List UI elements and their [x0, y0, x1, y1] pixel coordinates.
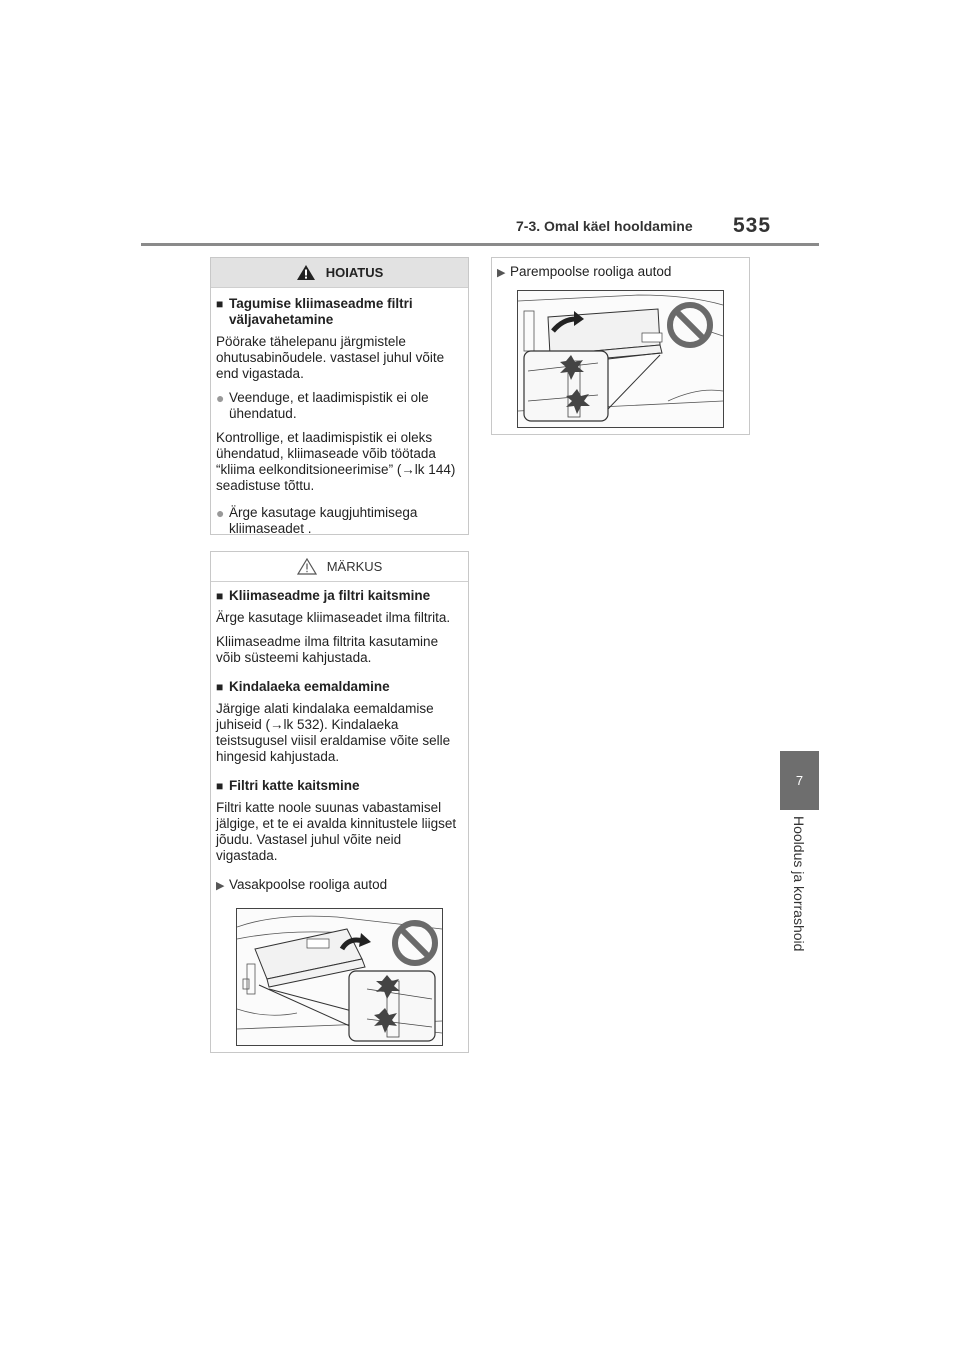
square-bullet-icon: ■ [216, 680, 224, 694]
caution-bullet-1 [216, 390, 458, 422]
notice-section-2-title-text: Kindalaeka eemaldamine [229, 679, 390, 694]
notice-s2-p1: Järgige alati kindalaka eemaldamise juhiseid (→lk 532). Kindalaeka teistsugusel viisil eraldamise võite selle hingesid kahjustada. [216, 701, 451, 764]
right-triangle-icon: ▶ [497, 267, 506, 279]
circle-bullet-icon: ● [216, 505, 225, 521]
square-bullet-icon: ■ [216, 297, 224, 311]
caution-subtitle [216, 296, 458, 328]
prohibited-icon [670, 305, 710, 345]
notice-s1-p1: Ärge kasutage kliimaseadet ilma filtrita. [216, 610, 451, 625]
caution-paragraph-2: Kontrollige, et laadimispistik ei oleks ühendatud, kliimaseade võib töötada “kliima eelkonditsioneerimise” (→lk 144) seadistuse tõttu. [216, 430, 456, 493]
right-hand-drive-illustration [517, 290, 724, 428]
page-number: 535 [733, 214, 772, 237]
notice-header [211, 552, 468, 582]
chapter-title: Hooldus ja korrashoid [791, 816, 807, 952]
warning-triangle-icon [296, 264, 316, 281]
caution-header [211, 258, 468, 288]
left-hand-drive-label [216, 877, 458, 894]
notice-section-2-title [216, 679, 458, 695]
right-hand-drive-label [497, 264, 739, 281]
header-divider [141, 243, 819, 246]
circle-bullet-icon: ● [216, 390, 225, 406]
warning-outline-icon [297, 558, 317, 575]
notice-section-3-title-text: Filtri katte kaitsmine [229, 778, 360, 793]
caution-bullet-2-text: Ärge kasutage kaugjuhtimisega kliimaseadet . [229, 505, 418, 536]
caution-intro: Pöörake tähelepanu järgmistele ohutusabinõudele. vastasel juhul võite end vigastada. [216, 334, 445, 381]
prohibited-icon [395, 923, 435, 963]
caution-bullet-2 [216, 505, 458, 537]
chapter-number: 7 [795, 773, 804, 788]
caution-subtitle-text: Tagumise kliimaseadme filtri väljavahetamine [229, 296, 413, 327]
chapter-tab [780, 751, 819, 810]
notice-s1-p2: Kliimaseadme ilma filtrita kasutamine võib süsteemi kahjustada. [216, 634, 439, 665]
notice-s3-p1: Filtri katte noole suunas vabastamisel jälgige, et te ei avalda kinnitustele liigset jõudu. Vastasel juhul võite neid vigastada. [216, 800, 457, 863]
left-hand-drive-illustration [236, 908, 443, 1046]
caution-title: HOIATUS [325, 265, 384, 280]
section-title: 7-3. Omal käel hooldamine [516, 218, 693, 234]
right-triangle-icon: ▶ [216, 880, 225, 892]
notice-section-3-title [216, 778, 458, 794]
caution-bullet-1-text: Veenduge, et laadimispistik ei ole ühendatud. [229, 390, 429, 421]
notice-section-1-title-text: Kliimaseadme ja filtri kaitsmine [229, 588, 431, 603]
right-hand-drive-label-text: Parempoolse rooliga autod [510, 264, 672, 279]
notice-section-1-title [216, 588, 458, 604]
chapter-side-label [778, 816, 820, 976]
square-bullet-icon: ■ [216, 589, 224, 603]
notice-title: MÄRKUS [326, 559, 383, 574]
square-bullet-icon: ■ [216, 779, 224, 793]
left-hand-drive-label-text: Vasakpoolse rooliga autod [229, 877, 388, 892]
caution-box [210, 257, 469, 535]
